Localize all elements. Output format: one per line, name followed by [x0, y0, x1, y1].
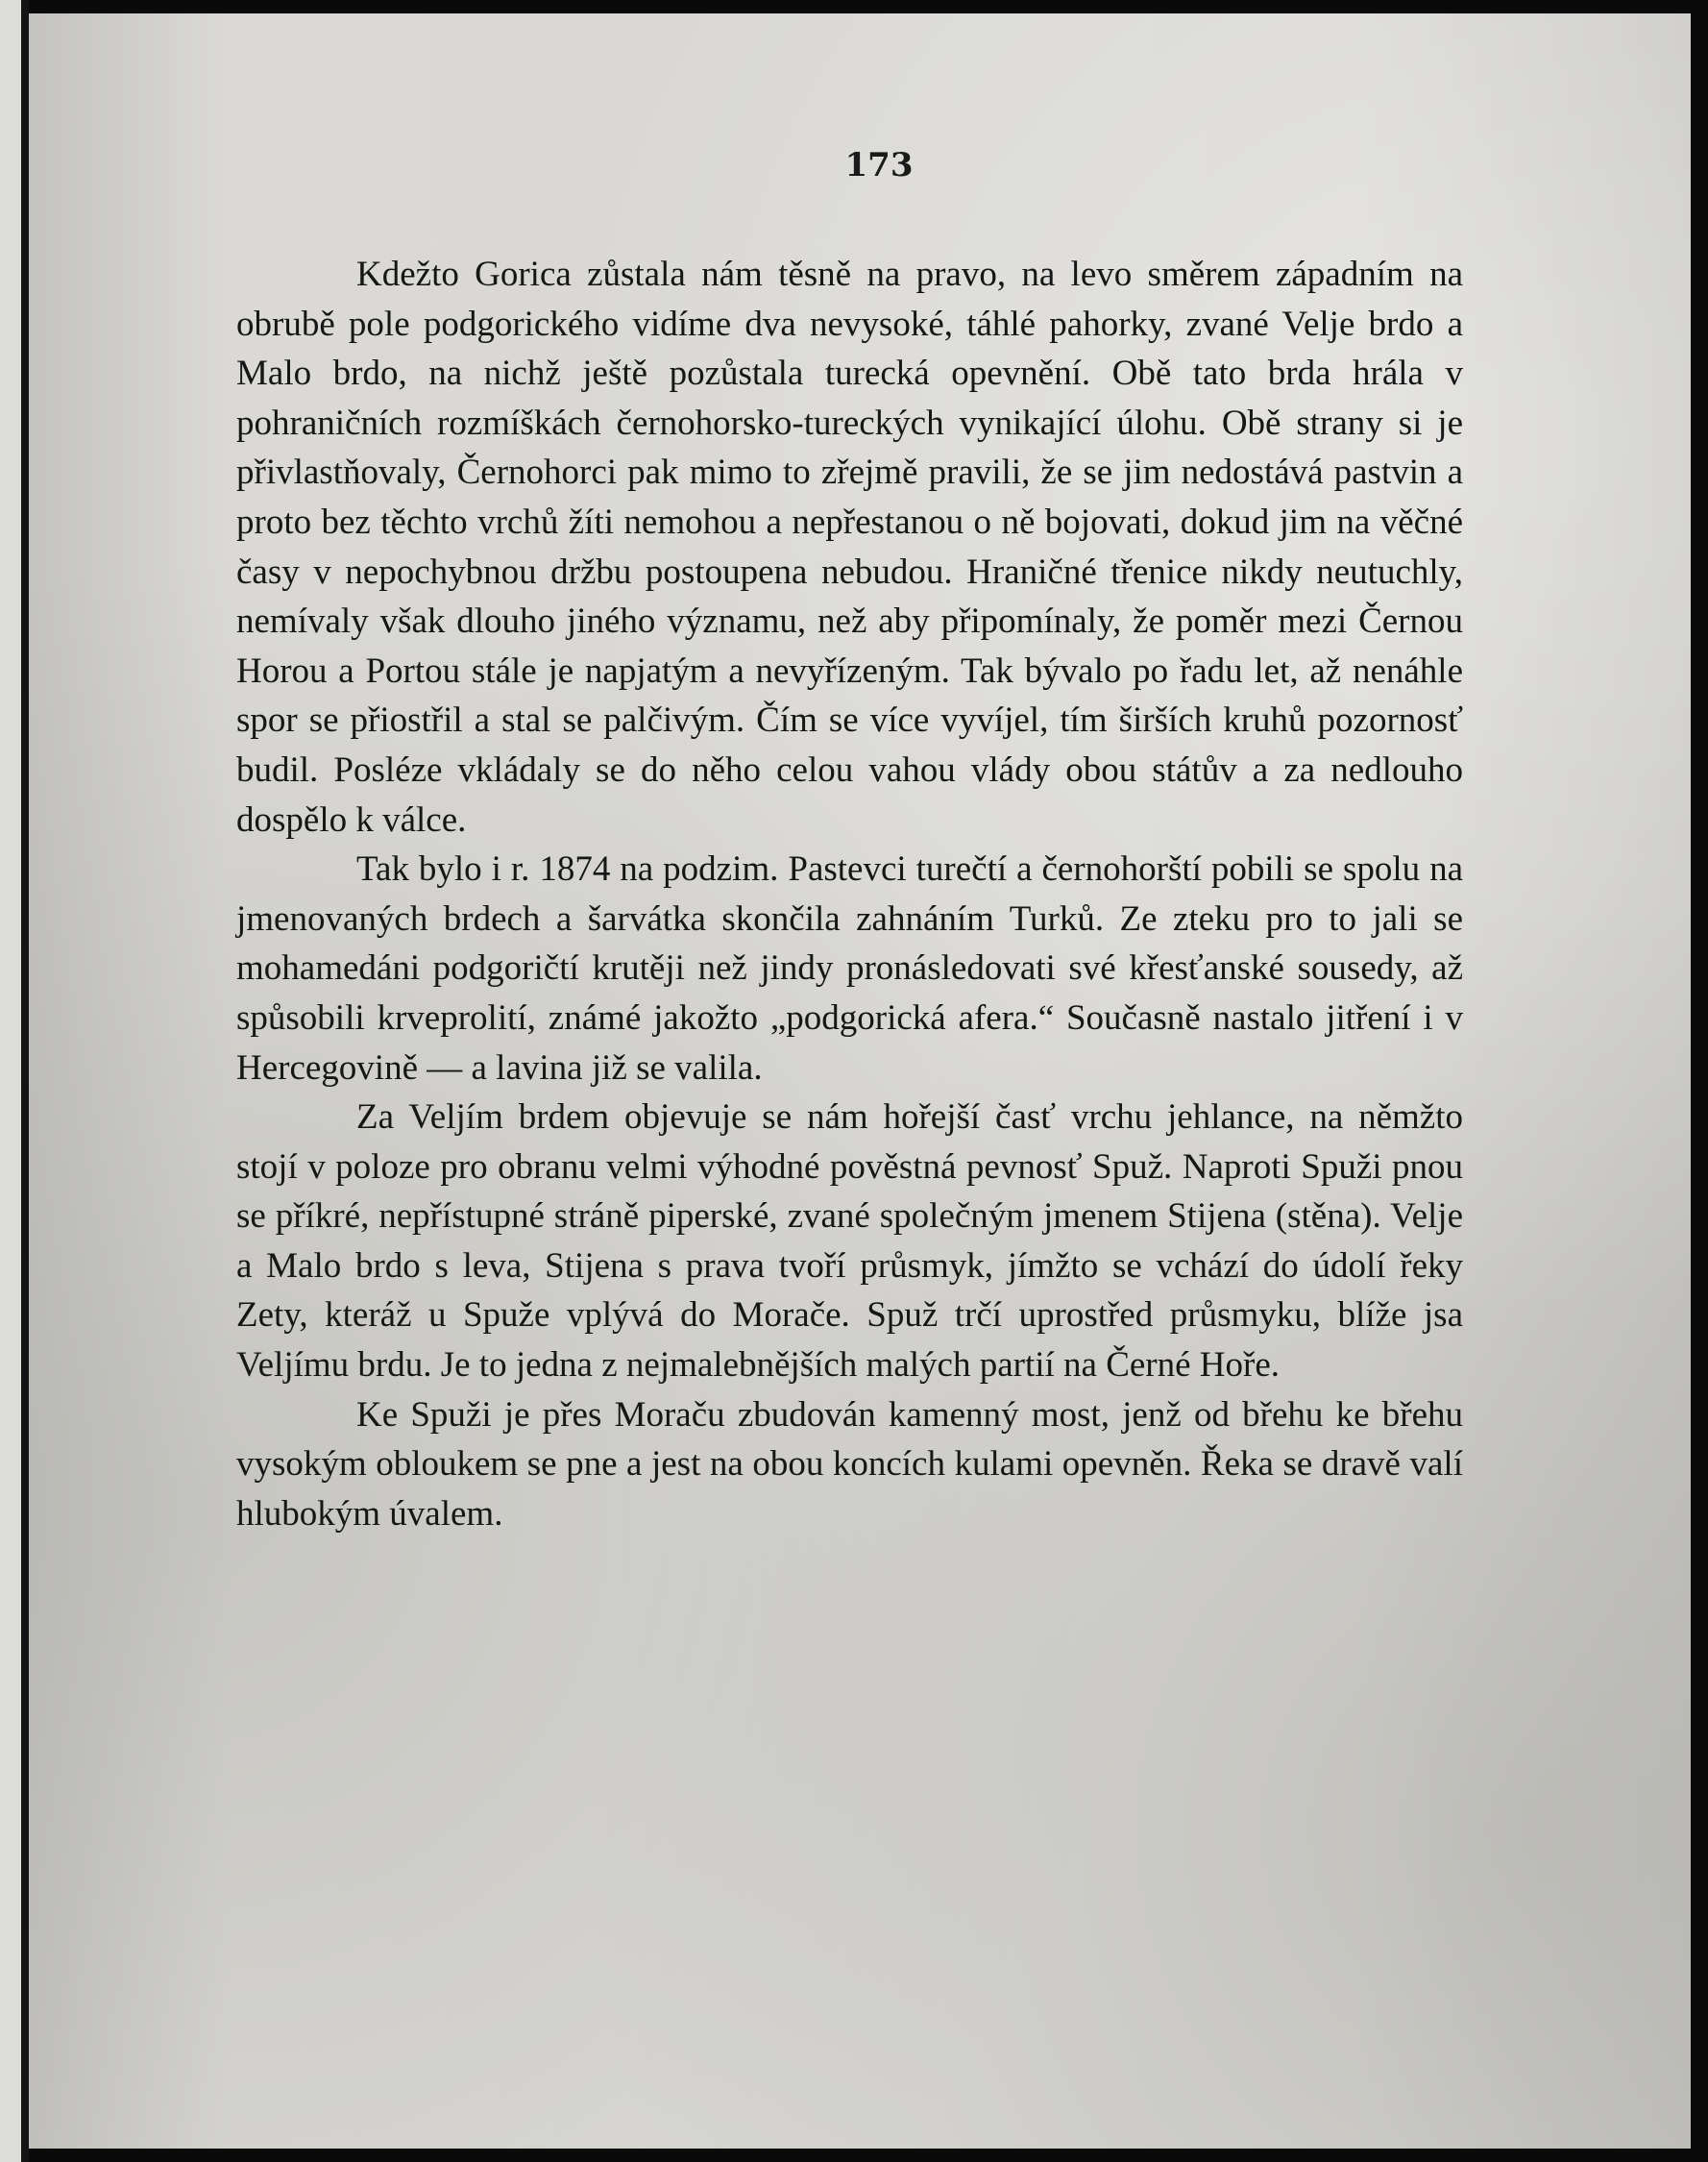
body-text: [236, 250, 1463, 1538]
page-number: 173: [844, 146, 914, 184]
page-gutter-shadow: [21, 0, 29, 2162]
paragraph-3: Za Veljím brdem objevuje se nám hořejší časť vrchu jehlance, na němžto stojí v poloze pro obranu velmi výhodné pověstná pevnosť Spuž. Naproti Spuži pnou se příkré, nepřístupné stráně piperské, zvané společným jmenem Stijena (stěna). Velje a Malo brdo s leva, Stijena s prava tvoří průsmyk, jímžto se vchází do údolí řeky Zety, kteráž u Spuže vplývá do Morače. Spuž trčí uprostřed průsmyku, blíže jsa Veljímu brdu. Je to jedna z nejmalebnějších malých partií na Černé Hoře.: [236, 1097, 1463, 1386]
book-page: [29, 13, 1691, 2149]
adjacent-page-edge: [0, 0, 21, 2162]
paragraph-2: Tak bylo i r. 1874 na podzim. Pastevci turečtí a černohorští pobili se spolu na jmenovaných brdech a šarvátka skončila zahnáním Turků. Ze zteku pro to jali se mohamedáni podgoričtí krutěji než jindy pronásledovati své křesťanské sousedy, až spůsobili krveprolití, známé jakožto „podgorická afera.“ Současně nastalo jitření i v Hercegovině — a lavina již se valila.: [236, 849, 1463, 1088]
paragraph-1: Kdežto Gorica zůstala nám těsně na pravo, na levo směrem západním na obrubě pole podgorického vidíme dva nevysoké, táhlé pahorky, zvané Velje brdo a Malo brdo, na nichž ještě pozůstala turecká opevnění. Obě tato brda hrála v pohraničních rozmíškách černohorsko-tureckých vynikající úlohu. Obě strany si je přivlastňovaly, Černohorci pak mimo to zřejmě pravili, že se jim nedostává pastvin a proto bez těchto vrchů žíti nemohou a nepřestanou o ně bojovati, dokud jim na věčné časy v nepochybnou držbu postoupena nebudou. Hraničné třenice nikdy neutuchly, nemívaly však dlouho jiného významu, než aby připomínaly, že poměr mezi Černou Horou a Portou stále je napjatým a nevyřízeným. Tak bývalo po řadu let, až nenáhle spor se přiostřil a stal se palčivým. Čím se více vyvíjel, tím širších kruhů pozornosť budil. Posléze vkládaly se do něho celou vahou vlády obou státův a za nedlouho dospělo k válce.: [236, 255, 1463, 840]
paragraph-4: Ke Spuži je přes Moraču zbudován kamenný most, jenž od břehu ke břehu vysokým obloukem se pne a jest na obou koncích kulami opevněn. Řeka se dravě valí hlubokým úvalem.: [236, 1394, 1463, 1534]
